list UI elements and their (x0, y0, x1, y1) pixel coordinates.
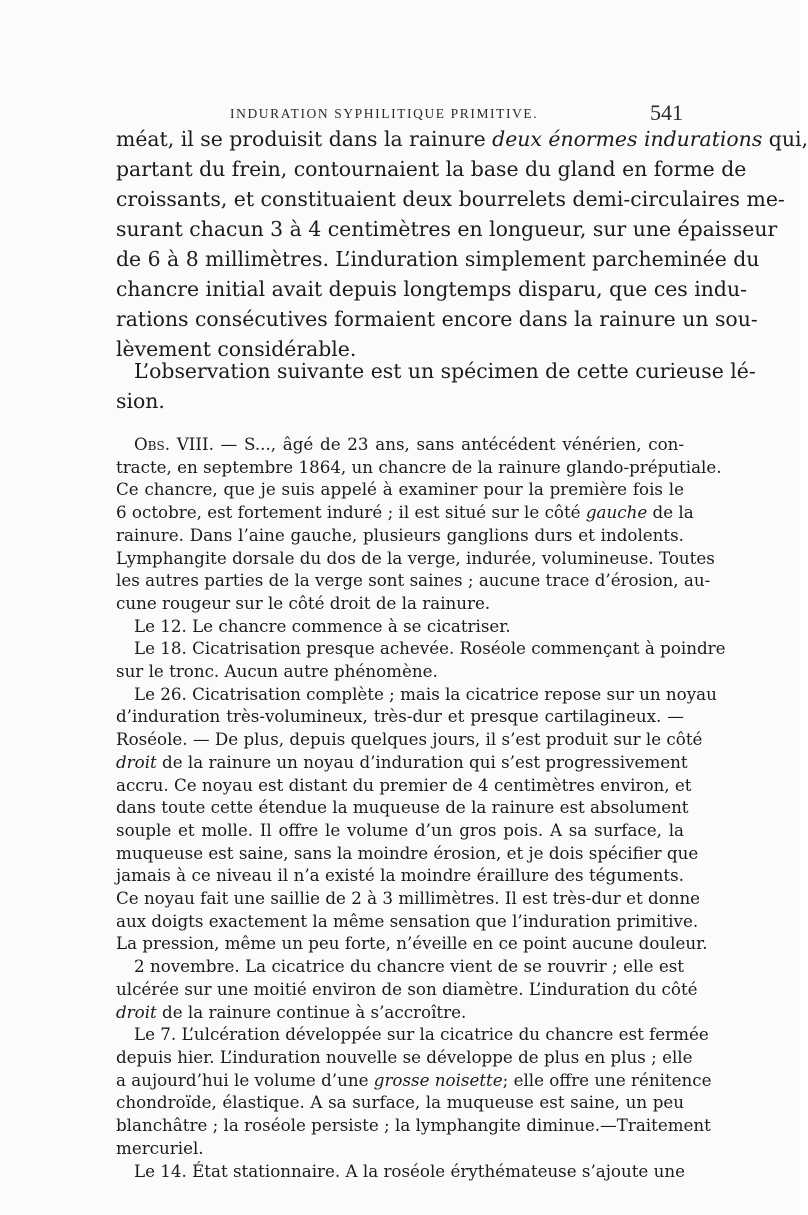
text-line: Le 18. Cicatrisation presque achevée. Roséole commençant à poindre (134, 638, 726, 659)
text-line: souple et molle. Il offre le volume d’un gros pois. A sa surface, la (116, 819, 684, 840)
text-line: Le 7. L’ulcération développée sur la cicatrice du chancre est fermée (134, 1024, 709, 1045)
text-line: lèvement considérable. (116, 337, 357, 361)
text-line: blanchâtre ; la roséole persiste ; la lymphangite diminue.—Traitement (116, 1115, 711, 1136)
text-line: cune rougeur sur le côté droit de la rainure. (116, 592, 491, 613)
text-line: droit de la rainure un noyau d’induration qui s’est progressivement (116, 751, 688, 772)
text-line: sion. (116, 389, 165, 413)
page-header (118, 100, 683, 126)
page-number: 541 (650, 100, 683, 125)
text-line: sur le tronc. Aucun autre phénomène. (116, 661, 438, 682)
text-line: aux doigts exactement la même sensation que l’induration primitive. (116, 910, 699, 931)
text-line: rations consécutives formaient encore dans la rainure un sou- (116, 307, 758, 331)
text-line: accru. Ce noyau est distant du premier de 4 centimètres environ, et (116, 774, 692, 795)
text-line: les autres parties de la verge sont saines ; aucune trace d’érosion, au- (116, 570, 711, 591)
observation-label: Obs. VIII. (134, 434, 214, 454)
text-line: chondroïde, élastique. A sa surface, la muqueuse est saine, un peu (116, 1092, 684, 1113)
text-line: 2 novembre. La cicatrice du chancre vient de se rouvrir ; elle est (134, 956, 684, 977)
text-line: L’observation suivante est un spécimen de cette curieuse lé- (134, 359, 756, 383)
text-line: muqueuse est saine, sans la moindre érosion, et je dois spécifier que (116, 842, 699, 863)
text-line: mercuriel. (116, 1137, 204, 1158)
text-line: La pression, même un peu forte, n’éveille en ce point aucune douleur. (116, 933, 708, 954)
text-line: de 6 à 8 millimètres. L’induration simplement parcheminée du (116, 247, 760, 271)
running-title: INDURATION SYPHILITIQUE PRIMITIVE. (230, 106, 539, 121)
text-line: Le 14. État stationnaire. A la roséole érythémateuse s’ajoute une (134, 1160, 685, 1181)
text-line: surant chacun 3 à 4 centimètres en longueur, sur une épaisseur (116, 217, 778, 241)
text-line: depuis hier. L’induration nouvelle se développe de plus en plus ; elle (116, 1046, 693, 1067)
text-line: Obs. VIII. — S..., âgé de 23 ans, sans antécédent vénérien, con- (134, 434, 684, 454)
text-line: a aujourd’hui le volume d’une grosse noisette; elle offre une rénitence (116, 1069, 712, 1090)
intro-paragraph (116, 124, 808, 364)
text-line: Lymphangite dorsale du dos de la verge, indurée, volumineuse. Toutes (116, 547, 715, 568)
text-line: Ce chancre, que je suis appelé à examiner pour la première fois le (116, 479, 684, 500)
text-line: ulcérée sur une moitié environ de son diamètre. L’induration du côté (116, 978, 698, 999)
text-line: Roséole. — De plus, depuis quelques jours, il s’est produit sur le côté (116, 729, 703, 750)
text-line: d’induration très-volumineux, très-dur et presque cartilagineux. — (116, 706, 684, 727)
text-line: 6 octobre, est fortement induré ; il est situé sur le côté gauche de la (116, 502, 694, 523)
text-line: rainure. Dans l’aine gauche, plusieurs ganglions durs et indolents. (116, 524, 684, 545)
text-line: droit de la rainure continue à s’accroître. (116, 1001, 467, 1022)
text-line: chancre initial avait depuis longtemps disparu, que ces indu- (116, 277, 747, 301)
text-line: méat, il se produisit dans la rainure deux énormes indurations qui, (116, 127, 808, 151)
text-line: dans toute cette étendue la muqueuse de la rainure est absolument (116, 797, 689, 818)
text-line: Le 26. Cicatrisation complète ; mais la cicatrice repose sur un noyau (134, 683, 717, 704)
text-line: jamais à ce niveau il n’a existé la moindre éraillure des téguments. (116, 865, 684, 886)
text-line: Le 12. Le chancre commence à se cicatriser. (134, 615, 511, 636)
observation-block (116, 433, 726, 1182)
text-line: tracte, en septembre 1864, un chancre de la rainure glando-préputiale. (116, 456, 722, 477)
text-line: partant du frein, contournaient la base du gland en forme de (116, 157, 747, 181)
text-line: croissants, et constituaient deux bourrelets demi-circulaires me- (116, 187, 785, 211)
lead-paragraph (116, 356, 756, 416)
text-line: Ce noyau fait une saillie de 2 à 3 millimètres. Il est très-dur et donne (116, 888, 701, 909)
